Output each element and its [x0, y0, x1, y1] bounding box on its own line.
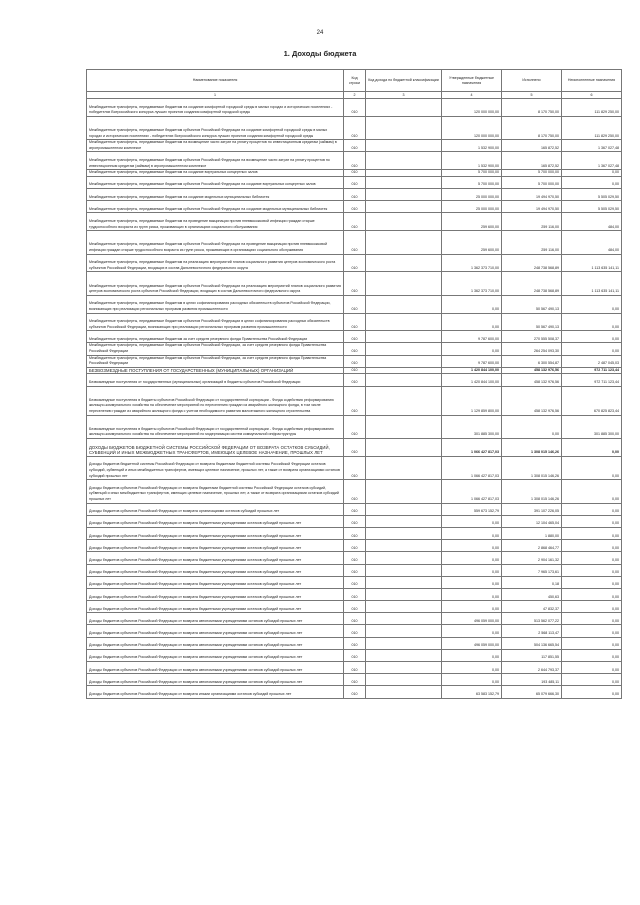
row-name: Межбюджетные трансферты, передаваемые бюджетам субъектов Российской Федерации на создание виртуальных концертных залов [87, 176, 344, 188]
table-row [87, 188, 622, 200]
row-unexecuted: 111 829 250,00 [562, 116, 622, 139]
row-line-code: 010 [344, 231, 366, 254]
row-name: Межбюджетные трансферты, передаваемые бюджетам на реализацию мероприятий планов социального развития центров экономического роста субъектов Российской Федерации, входящих в состав Дальневосточного федерального округа [87, 254, 344, 272]
row-executed: 65 079 666,30 [502, 686, 562, 698]
row-revenue-code [366, 295, 442, 313]
row-executed: 1 308 015 146,26 [502, 456, 562, 479]
row-executed: 0,00 [502, 415, 562, 438]
row-approved: 1 420 844 100,00 [442, 367, 502, 374]
row-unexecuted: 0,00 [562, 649, 622, 661]
row-revenue-code [366, 170, 442, 177]
table-row [87, 254, 622, 272]
row-unexecuted: 0,00 [562, 540, 622, 552]
row-unexecuted: 0,00 [562, 313, 622, 331]
row-name: Межбюджетные трансферты, передаваемые бюджетам субъектов Российской Федерации на проведение вакцинации против пневмококковой инфекции граждан старше трудоспособного возраста из групп риска, проживающих в организациях социального обслуживания [87, 231, 344, 254]
row-unexecuted: 0,00 [562, 503, 622, 515]
row-unexecuted: 0,00 [562, 527, 622, 539]
table-row [87, 374, 622, 386]
row-line-code: 010 [344, 637, 366, 649]
row-approved: 1 066 427 817,03 [442, 480, 502, 503]
row-unexecuted: 972 711 123,44 [562, 367, 622, 374]
row-name: Доходы бюджетов субъектов Российской Федерации от возврата автономными учреждениями остатков субсидий прошлых лет [87, 637, 344, 649]
row-approved: 1 362 373 710,00 [442, 272, 502, 295]
row-name: Доходы бюджетов субъектов Российской Федерации от возврата автономными учреждениями остатков субсидий прошлых лет [87, 613, 344, 625]
row-executed: 513 562 077,22 [502, 613, 562, 625]
table-row [87, 355, 622, 367]
row-name: Доходы бюджетов субъектов Российской Федерации от возврата автономными учреждениями остатков субсидий прошлых лет [87, 625, 344, 637]
row-line-code: 010 [344, 456, 366, 479]
table-row [87, 637, 622, 649]
row-unexecuted: 484,00 [562, 213, 622, 231]
row-unexecuted: 670 825 823,44 [562, 386, 622, 415]
row-approved: 25 000 000,00 [442, 201, 502, 213]
table-row [87, 116, 622, 139]
row-line-code: 010 [344, 295, 366, 313]
row-revenue-code [366, 386, 442, 415]
row-line-code: 010 [344, 613, 366, 625]
row-name: Доходы бюджетов субъектов Российской Федерации от возврата бюджетами бюджетной системы Российской Федерации остатков субсидий, субвенций и иных межбюджетных трансфертов, имеющих целевое назначение, прошлых лет, а также от возврата организациями остатков субсидий прошлых лет [87, 480, 344, 503]
page-number: 24 [316, 30, 324, 36]
row-revenue-code [366, 272, 442, 295]
row-unexecuted: 0,00 [562, 564, 622, 576]
table-row [87, 527, 622, 539]
table-row [87, 480, 622, 503]
row-unexecuted: 0,00 [562, 480, 622, 503]
row-name: БЕЗВОЗМЕЗДНЫЕ ПОСТУПЛЕНИЯ ОТ ГОСУДАРСТВЕННЫХ (МУНИЦИПАЛЬНЫХ) ОРГАНИЗАЦИЙ [87, 367, 344, 374]
table-row [87, 176, 622, 188]
row-unexecuted: 5 505 029,50 [562, 201, 622, 213]
row-executed: 248 738 568,89 [502, 272, 562, 295]
row-executed: 19 494 970,50 [502, 188, 562, 200]
row-name: Межбюджетные трансферты, передаваемые бюджетам за счет средств резервного фонда Правительства Российской Федерации [87, 331, 344, 343]
row-name: Доходы бюджетов субъектов Российской Федерации от возврата организациями остатков субсидий прошлых лет [87, 503, 344, 515]
row-approved: 0,00 [442, 540, 502, 552]
row-executed: 19 494 970,50 [502, 201, 562, 213]
row-executed: 248 738 568,89 [502, 254, 562, 272]
row-approved: 259 600,00 [442, 231, 502, 254]
row-approved: 496 059 000,00 [442, 637, 502, 649]
row-approved: 9 787 600,00 [442, 331, 502, 343]
row-revenue-code [366, 625, 442, 637]
row-executed: 165 872,52 [502, 140, 562, 152]
row-approved: 0,00 [442, 649, 502, 661]
row-revenue-code [366, 613, 442, 625]
row-line-code: 010 [344, 527, 366, 539]
row-unexecuted: 0,00 [562, 176, 622, 188]
row-approved: 5 700 000,00 [442, 170, 502, 177]
row-name: Межбюджетные трансферты, передаваемые бюджетам субъектов Российской Федерации на возмещение части затрат на уплату процентов по инвестиционным кредитам (займам) в агропромышленном комплексе [87, 152, 344, 170]
row-revenue-code [366, 540, 442, 552]
table-row [87, 386, 622, 415]
table-row [87, 588, 622, 600]
table-row [87, 576, 622, 588]
column-number: 4 [442, 92, 502, 99]
row-approved: 120 000 000,00 [442, 99, 502, 117]
row-revenue-code [366, 254, 442, 272]
row-revenue-code [366, 662, 442, 674]
table-row [87, 343, 622, 355]
row-line-code: 010 [344, 686, 366, 698]
row-name: Межбюджетные трансферты, передаваемые бюджетам на создание виртуальных концертных залов [87, 170, 344, 177]
column-number: 5 [502, 92, 562, 99]
header-executed: Исполнено [502, 70, 562, 92]
row-name: Доходы бюджетов субъектов Российской Федерации от возврата бюджетными учреждениями остатков субсидий прошлых лет [87, 527, 344, 539]
row-name: Межбюджетные трансферты, передаваемые бюджетам субъектов Российской Федерации на реализацию мероприятий планов социального развития центров экономического роста субъектов Российской Федерации, входящих в состав Дальневосточного федерального округа [87, 272, 344, 295]
row-line-code: 010 [344, 625, 366, 637]
table-row [87, 564, 622, 576]
row-revenue-code [366, 355, 442, 367]
column-number: 1 [87, 92, 344, 99]
row-unexecuted: 1 367 027,48 [562, 140, 622, 152]
header-line-code: Код строки [344, 70, 366, 92]
row-name: Доходы бюджетов субъектов Российской Федерации от возврата автономными учреждениями остатков субсидий прошлых лет [87, 674, 344, 686]
row-line-code: 010 [344, 649, 366, 661]
row-unexecuted: 0,00 [562, 662, 622, 674]
row-executed: 1 308 015 146,26 [502, 480, 562, 503]
table-row [87, 295, 622, 313]
row-executed: 165 872,52 [502, 152, 562, 170]
header-unexecuted: Неисполненные назначения [562, 70, 622, 92]
row-executed: 117 851,55 [502, 649, 562, 661]
row-executed: 6 300 554,87 [502, 355, 562, 367]
row-line-code: 010 [344, 662, 366, 674]
row-executed: 458 132 976,56 [502, 367, 562, 374]
row-revenue-code [366, 552, 442, 564]
row-approved: 5 700 000,00 [442, 176, 502, 188]
row-executed: 1 308 015 146,26 [502, 439, 562, 457]
row-unexecuted: 0,00 [562, 637, 622, 649]
row-name: Доходы бюджетов субъектов Российской Федерации от возврата бюджетными учреждениями остатков субсидий прошлых лет [87, 564, 344, 576]
table-row [87, 649, 622, 661]
table-row [87, 272, 622, 295]
table-row [87, 625, 622, 637]
row-unexecuted: 0,00 [562, 552, 622, 564]
row-executed: 259 116,00 [502, 231, 562, 254]
row-unexecuted: 0,00 [562, 613, 622, 625]
row-revenue-code [366, 331, 442, 343]
column-number: 3 [366, 92, 442, 99]
row-revenue-code [366, 231, 442, 254]
row-approved: 0,00 [442, 552, 502, 564]
row-executed: 8 170 750,00 [502, 116, 562, 139]
row-unexecuted: 1 367 027,48 [562, 152, 622, 170]
table-row [87, 601, 622, 613]
row-revenue-code [366, 439, 442, 457]
row-line-code: 010 [344, 213, 366, 231]
row-approved: 1 129 859 800,00 [442, 386, 502, 415]
row-line-code: 010 [344, 480, 366, 503]
row-approved: 259 600,00 [442, 213, 502, 231]
table-row [87, 313, 622, 331]
row-revenue-code [366, 188, 442, 200]
table-row [87, 152, 622, 170]
row-executed: 264 254 093,30 [502, 343, 562, 355]
row-name: Доходы бюджетов субъектов Российской Федерации от возврата иными организациями остатков субсидий прошлых лет [87, 686, 344, 698]
row-unexecuted: 0,00 [562, 588, 622, 600]
row-executed: 50 567 490,13 [502, 295, 562, 313]
row-unexecuted: 0,00 [562, 674, 622, 686]
row-unexecuted: 0,00 [562, 331, 622, 343]
row-approved: 1 532 900,00 [442, 152, 502, 170]
row-approved: 301 885 300,00 [442, 415, 502, 438]
row-revenue-code [366, 503, 442, 515]
table-row [87, 686, 622, 698]
row-executed: 2 868 464,77 [502, 540, 562, 552]
row-line-code: 010 [344, 515, 366, 527]
row-name: Межбюджетные трансферты, передаваемые бюджетам субъектов Российской Федерации в целях софинансирования расходных обязательств субъектов Российской Федерации, возникающих при реализации региональных программ развития промышленности [87, 313, 344, 331]
row-line-code: 010 [344, 355, 366, 367]
row-name: Доходы бюджетов субъектов Российской Федерации от возврата бюджетными учреждениями остатков субсидий прошлых лет [87, 576, 344, 588]
row-revenue-code [366, 480, 442, 503]
table-row [87, 613, 622, 625]
row-line-code: 010 [344, 176, 366, 188]
table-row [87, 662, 622, 674]
row-unexecuted: 0,00 [562, 170, 622, 177]
row-approved: 25 000 000,00 [442, 188, 502, 200]
row-name: Межбюджетные трансферты, передаваемые бюджетам субъектов Российской Федерации на создание модельных муниципальных библиотек [87, 201, 344, 213]
row-approved: 9 787 600,00 [442, 355, 502, 367]
row-unexecuted: 111 829 250,00 [562, 99, 622, 117]
row-revenue-code [366, 213, 442, 231]
row-name: Безвозмездные поступления от государственных (муниципальных) организаций в бюджеты субъектов Российской Федерации [87, 374, 344, 386]
row-line-code: 010 [344, 564, 366, 576]
row-approved: 63 583 152,79 [442, 686, 502, 698]
row-line-code: 010 [344, 272, 366, 295]
row-approved: 0,00 [442, 295, 502, 313]
row-name: Межбюджетные трансферты, передаваемые бюджетам на возмещение части затрат на уплату процентов по инвестиционным кредитам (займам) в агропромышленном комплексе [87, 140, 344, 152]
row-executed: 8 170 750,00 [502, 99, 562, 117]
row-revenue-code [366, 515, 442, 527]
table-row [87, 540, 622, 552]
table-row [87, 515, 622, 527]
column-number-row [87, 92, 622, 99]
row-name: Доходы бюджетов субъектов Российской Федерации от возврата бюджетными учреждениями остатков субсидий прошлых лет [87, 601, 344, 613]
row-unexecuted: 0,00 [562, 601, 622, 613]
row-line-code: 010 [344, 201, 366, 213]
row-revenue-code [366, 576, 442, 588]
row-approved: 1 362 373 710,00 [442, 254, 502, 272]
row-executed: 391 107 226,05 [502, 503, 562, 515]
row-unexecuted: 1 113 635 141,11 [562, 272, 622, 295]
row-approved: 0,00 [442, 527, 502, 539]
row-line-code: 010 [344, 576, 366, 588]
row-unexecuted: 0,00 [562, 456, 622, 479]
table-row [87, 331, 622, 343]
header-approved: Утвержденные бюджетные назначения [442, 70, 502, 92]
row-name: Безвозмездные поступления в бюджеты субъектов Российской Федерации от государственной корпорации - Фонда содействия реформированию жилищно-коммунального хозяйства на обеспечение мероприятий по модернизации систем коммунальной инфраструктуры [87, 415, 344, 438]
table-row [87, 367, 622, 374]
row-approved: 0,00 [442, 588, 502, 600]
revenue-table [86, 69, 622, 699]
row-line-code: 010 [344, 552, 366, 564]
table-row [87, 503, 622, 515]
row-line-code: 010 [344, 331, 366, 343]
row-revenue-code [366, 588, 442, 600]
row-executed: 7 965 173,61 [502, 564, 562, 576]
row-unexecuted: 0,00 [562, 515, 622, 527]
row-line-code: 010 [344, 140, 366, 152]
row-executed: 47 832,37 [502, 601, 562, 613]
row-approved: 1 066 427 817,03 [442, 456, 502, 479]
row-revenue-code [366, 374, 442, 386]
row-name: Доходы бюджетов субъектов Российской Федерации от возврата бюджетными учреждениями остатков субсидий прошлых лет [87, 552, 344, 564]
row-unexecuted: 0,00 [562, 439, 622, 457]
row-approved: 0,00 [442, 601, 502, 613]
row-unexecuted: 301 885 300,00 [562, 415, 622, 438]
row-name: Доходы бюджетов субъектов Российской Федерации от возврата бюджетными учреждениями остатков субсидий прошлых лет [87, 515, 344, 527]
row-line-code: 010 [344, 503, 366, 515]
row-approved: 0,00 [442, 564, 502, 576]
row-name: Межбюджетные трансферты, передаваемые бюджетам субъектов Российской Федерации, за счет средств резервного фонда Правительства Российской Федерации [87, 355, 344, 367]
row-line-code: 010 [344, 170, 366, 177]
row-name: Доходы бюджетов субъектов Российской Федерации от возврата бюджетными учреждениями остатков субсидий прошлых лет [87, 540, 344, 552]
row-revenue-code [366, 415, 442, 438]
row-executed: 12 104 465,04 [502, 515, 562, 527]
row-revenue-code [366, 601, 442, 613]
table-row [87, 213, 622, 231]
table-row [87, 231, 622, 254]
row-approved: 496 059 000,00 [442, 613, 502, 625]
row-executed: 5 700 000,00 [502, 170, 562, 177]
column-number: 2 [344, 92, 366, 99]
row-name: Межбюджетные трансферты, передаваемые бюджетам субъектов Российской Федерации на создание комфортной городской среды в малых городах и исторических поселениях - победителях Всероссийского конкурса лучших проектов создания комфортной городской среды [87, 116, 344, 139]
row-unexecuted: 2 487 045,03 [562, 355, 622, 367]
row-name: Доходы бюджетов субъектов Российской Федерации от возврата бюджетными учреждениями остатков субсидий прошлых лет [87, 588, 344, 600]
row-line-code: 010 [344, 415, 366, 438]
row-approved: 0,00 [442, 343, 502, 355]
row-approved: 0,00 [442, 515, 502, 527]
row-name: Доходы бюджетов субъектов Российской Федерации от возврата автономными учреждениями остатков субсидий прошлых лет [87, 662, 344, 674]
row-executed: 1 880,00 [502, 527, 562, 539]
row-name: Межбюджетные трансферты, передаваемые бюджетам в целях софинансирования расходных обязательств субъектов Российской Федерации, возникающих при реализации региональных программ развития промышленности [87, 295, 344, 313]
row-line-code: 010 [344, 99, 366, 117]
table-header-row [87, 70, 622, 92]
row-unexecuted: 5 505 029,50 [562, 188, 622, 200]
row-name: Доходы бюджетов бюджетной системы Российской Федерации от возврата бюджетами бюджетной системы Российской Федерации остатков субсидий, субвенций и иных межбюджетных трансфертов, имеющих целевое назначение, прошлых лет, а также от возврата организациями остатков субсидий прошлых лет [87, 456, 344, 479]
row-unexecuted: 0,00 [562, 576, 622, 588]
row-line-code: 010 [344, 374, 366, 386]
row-executed: 2 904 161,32 [502, 552, 562, 564]
row-revenue-code [366, 456, 442, 479]
table-body [87, 99, 622, 699]
row-executed: 458 132 976,56 [502, 386, 562, 415]
row-approved: 1 066 427 817,03 [442, 439, 502, 457]
row-unexecuted: 484,00 [562, 231, 622, 254]
row-approved: 0,00 [442, 625, 502, 637]
table-row [87, 552, 622, 564]
row-revenue-code [366, 116, 442, 139]
row-executed: 259 116,00 [502, 213, 562, 231]
row-revenue-code [366, 140, 442, 152]
table-row [87, 456, 622, 479]
row-unexecuted: 0,00 [562, 343, 622, 355]
row-name: Безвозмездные поступления в бюджеты субъектов Российской Федерации от государственной корпорации - Фонда содействия реформированию жилищно-коммунального хозяйства на обеспечение мероприятий по переселению граждан из аварийного жилищного фонда, в том числе переселению граждан из аварийного жилищного фонда с учетом необходимости развития малоэтажного жилищного строительства [87, 386, 344, 415]
row-approved: 0,00 [442, 662, 502, 674]
row-line-code: 010 [344, 343, 366, 355]
row-executed: 458 132 976,56 [502, 374, 562, 386]
row-unexecuted: 0,00 [562, 686, 622, 698]
section-title: 1. Доходы бюджета [283, 49, 357, 58]
row-revenue-code [366, 99, 442, 117]
row-revenue-code [366, 201, 442, 213]
row-line-code: 010 [344, 588, 366, 600]
row-line-code: 010 [344, 152, 366, 170]
row-approved: 0,00 [442, 313, 502, 331]
row-revenue-code [366, 686, 442, 698]
table-row [87, 140, 622, 152]
row-executed: 450,63 [502, 588, 562, 600]
header-revenue-code: Код дохода по бюджетной классификации [366, 70, 442, 92]
row-revenue-code [366, 343, 442, 355]
row-executed: 504 136 665,54 [502, 637, 562, 649]
row-line-code: 010 [344, 313, 366, 331]
table-row [87, 439, 622, 457]
row-unexecuted: 0,00 [562, 295, 622, 313]
row-executed: 0,18 [502, 576, 562, 588]
row-name: Доходы бюджетов субъектов Российской Федерации от возврата автономными учреждениями остатков субсидий прошлых лет [87, 649, 344, 661]
row-executed: 193 485,11 [502, 674, 562, 686]
row-revenue-code [366, 313, 442, 331]
row-revenue-code [366, 564, 442, 576]
table-row [87, 99, 622, 117]
row-revenue-code [366, 367, 442, 374]
row-revenue-code [366, 527, 442, 539]
table-row [87, 415, 622, 438]
table-row [87, 674, 622, 686]
table-row [87, 201, 622, 213]
row-executed: 2 644 793,37 [502, 662, 562, 674]
row-unexecuted: 0,00 [562, 625, 622, 637]
row-approved: 0,00 [442, 674, 502, 686]
row-revenue-code [366, 152, 442, 170]
row-name: Межбюджетные трансферты, передаваемые бюджетам на создание комфортной городской среды в малых городах и исторических поселениях - победителях Всероссийского конкурса лучших проектов создания комфортной городской среды [87, 99, 344, 117]
row-executed: 5 700 000,00 [502, 176, 562, 188]
row-executed: 50 567 490,13 [502, 313, 562, 331]
row-line-code: 010 [344, 674, 366, 686]
row-approved: 0,00 [442, 576, 502, 588]
row-executed: 270 555 508,37 [502, 331, 562, 343]
row-revenue-code [366, 176, 442, 188]
row-line-code: 010 [344, 540, 366, 552]
row-line-code: 010 [344, 439, 366, 457]
header-name: Наименование показателя [87, 70, 344, 92]
row-line-code: 010 [344, 367, 366, 374]
row-revenue-code [366, 674, 442, 686]
row-approved: 120 000 000,00 [442, 116, 502, 139]
row-approved: 1 532 900,00 [442, 140, 502, 152]
row-executed: 2 568 113,47 [502, 625, 562, 637]
table-row [87, 170, 622, 177]
row-line-code: 010 [344, 188, 366, 200]
row-name: ДОХОДЫ БЮДЖЕТОВ БЮДЖЕТНОЙ СИСТЕМЫ РОССИЙСКОЙ ФЕДЕРАЦИИ ОТ ВОЗВРАТА ОСТАТКОВ СУБСИДИЙ, СУБВЕНЦИЙ И ИНЫХ МЕЖБЮДЖЕТНЫХ ТРАНСФЕРТОВ, ИМЕЮЩИХ ЦЕЛЕВОЕ НАЗНАЧЕНИЕ, ПРОШЛЫХ ЛЕТ [87, 439, 344, 457]
row-line-code: 010 [344, 116, 366, 139]
row-unexecuted: 1 113 635 141,11 [562, 254, 622, 272]
row-name: Межбюджетные трансферты, передаваемые бюджетам субъектов Российской Федерации, за счет средств резервного фонда Правительства Российской Федерации [87, 343, 344, 355]
row-line-code: 010 [344, 254, 366, 272]
row-approved: 559 673 152,79 [442, 503, 502, 515]
row-name: Межбюджетные трансферты, передаваемые бюджетам на проведение вакцинации против пневмококковой инфекции граждан старше трудоспособного возраста из групп риска, проживающих в организациях социального обслуживания [87, 213, 344, 231]
column-number: 6 [562, 92, 622, 99]
row-revenue-code [366, 637, 442, 649]
row-approved: 1 420 844 100,00 [442, 374, 502, 386]
row-revenue-code [366, 649, 442, 661]
row-name: Межбюджетные трансферты, передаваемые бюджетам на создание модельных муниципальных библиотек [87, 188, 344, 200]
row-line-code: 010 [344, 601, 366, 613]
row-line-code: 010 [344, 386, 366, 415]
row-unexecuted: 972 711 123,44 [562, 374, 622, 386]
